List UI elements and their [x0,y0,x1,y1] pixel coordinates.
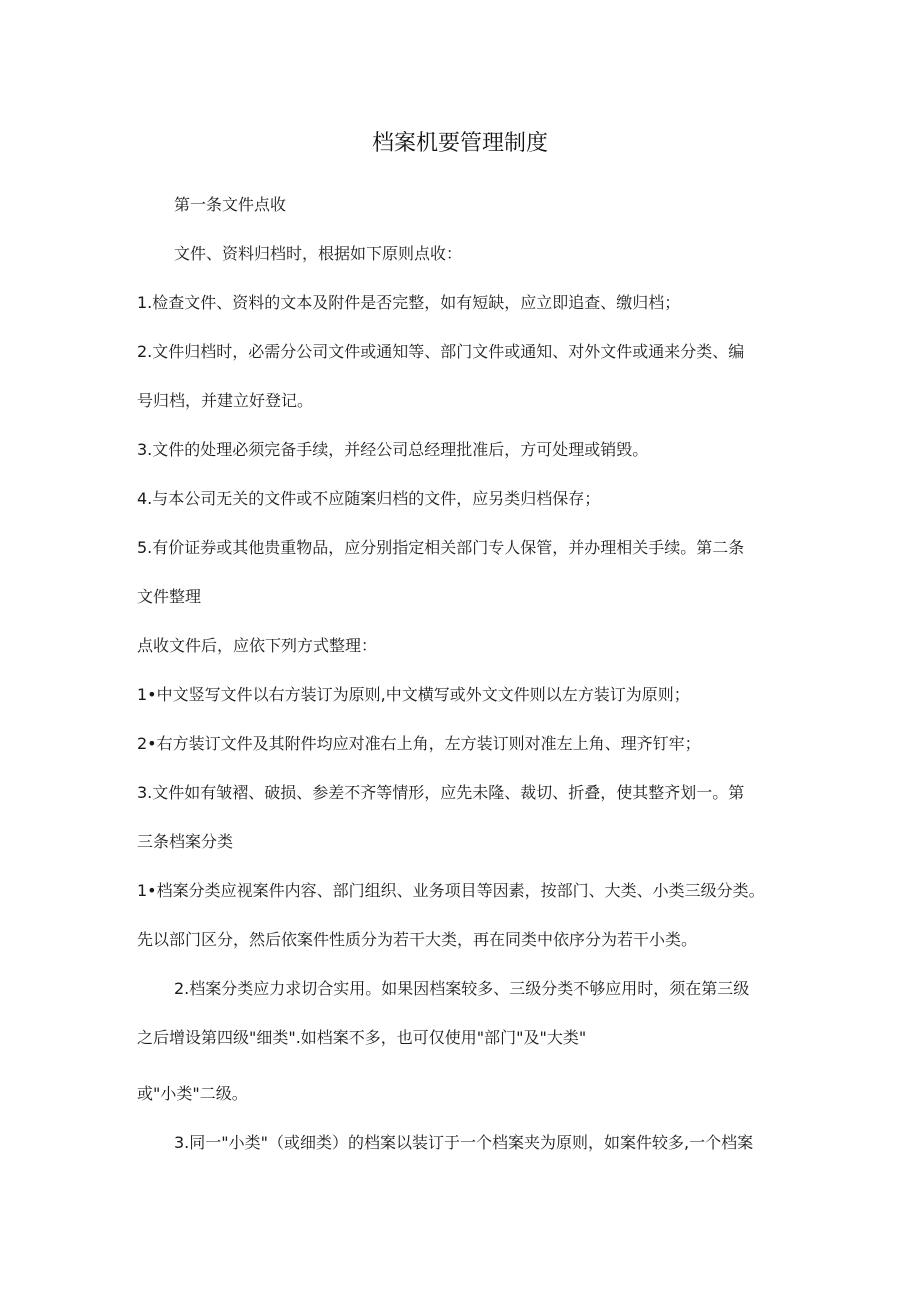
paragraph-line: 4.与本公司无关的文件或不应随案归档的文件，应另类归档保存； [137,489,601,508]
paragraph-line: 3.文件的处理必须完备手续，并经公司总经理批准后，方可处理或销毁。 [137,440,649,459]
paragraph-line: 号归档，并建立好登记。 [137,391,314,410]
paragraph-line: 1•中文竖写文件以右方装订为原则,中文横写或外文文件则以左方装订为原则； [137,685,690,704]
paragraph-line: 之后增设第四级"细类".如档案不多，也可仅使用"部门"及"大类" [137,1028,587,1047]
paragraph-line: 3.同一"小类"（或细类）的档案以装订于一个档案夹为原则，如案件较多,一个档案 [174,1133,754,1152]
paragraph-line: 2•右方装订文件及其附件均应对准右上角，左方装订则对准左上角、理齐钉牢； [137,734,701,753]
paragraph-line: 2.文件归档时，必需分公司文件或通知等、部门文件或通知、对外文件或通来分类、编 [137,342,745,361]
section-heading-3: 三条档案分类 [137,832,234,851]
paragraph-line: 点收文件后，应依下列方式整理： [137,636,378,655]
paragraph-line: 或"小类"二级。 [137,1084,248,1103]
paragraph-line: 先以部门区分，然后依案件性质分为若干大类，再在同类中依序分为若干小类。 [137,930,698,949]
paragraph-line: 5.有价证券或其他贵重物品，应分别指定相关部门专人保管，并办理相关手续。第二条 [137,538,745,557]
document-title: 档案机要管理制度 [371,131,548,156]
paragraph-line: 1•档案分类应视案件内容、部门组织、业务项目等因素，按部门、大类、小类三级分类。 [137,881,765,900]
paragraph-line: 1.检查文件、资料的文本及附件是否完整，如有短缺，应立即追查、缴归档； [137,293,681,312]
paragraph-line: 2.档案分类应力求切合实用。如果因档案较多、三级分类不够应用时，须在第三级 [174,979,750,998]
paragraph-line: 文件、资料归档时，根据如下原则点收： [174,244,463,263]
section-heading-1: 第一条文件点收 [174,195,287,214]
section-heading-2: 文件整理 [137,587,202,606]
paragraph-line: 3.文件如有皱褶、破损、参差不齐等情形，应先未隆、裁切、折叠，使其整齐划一。第 [137,783,745,802]
